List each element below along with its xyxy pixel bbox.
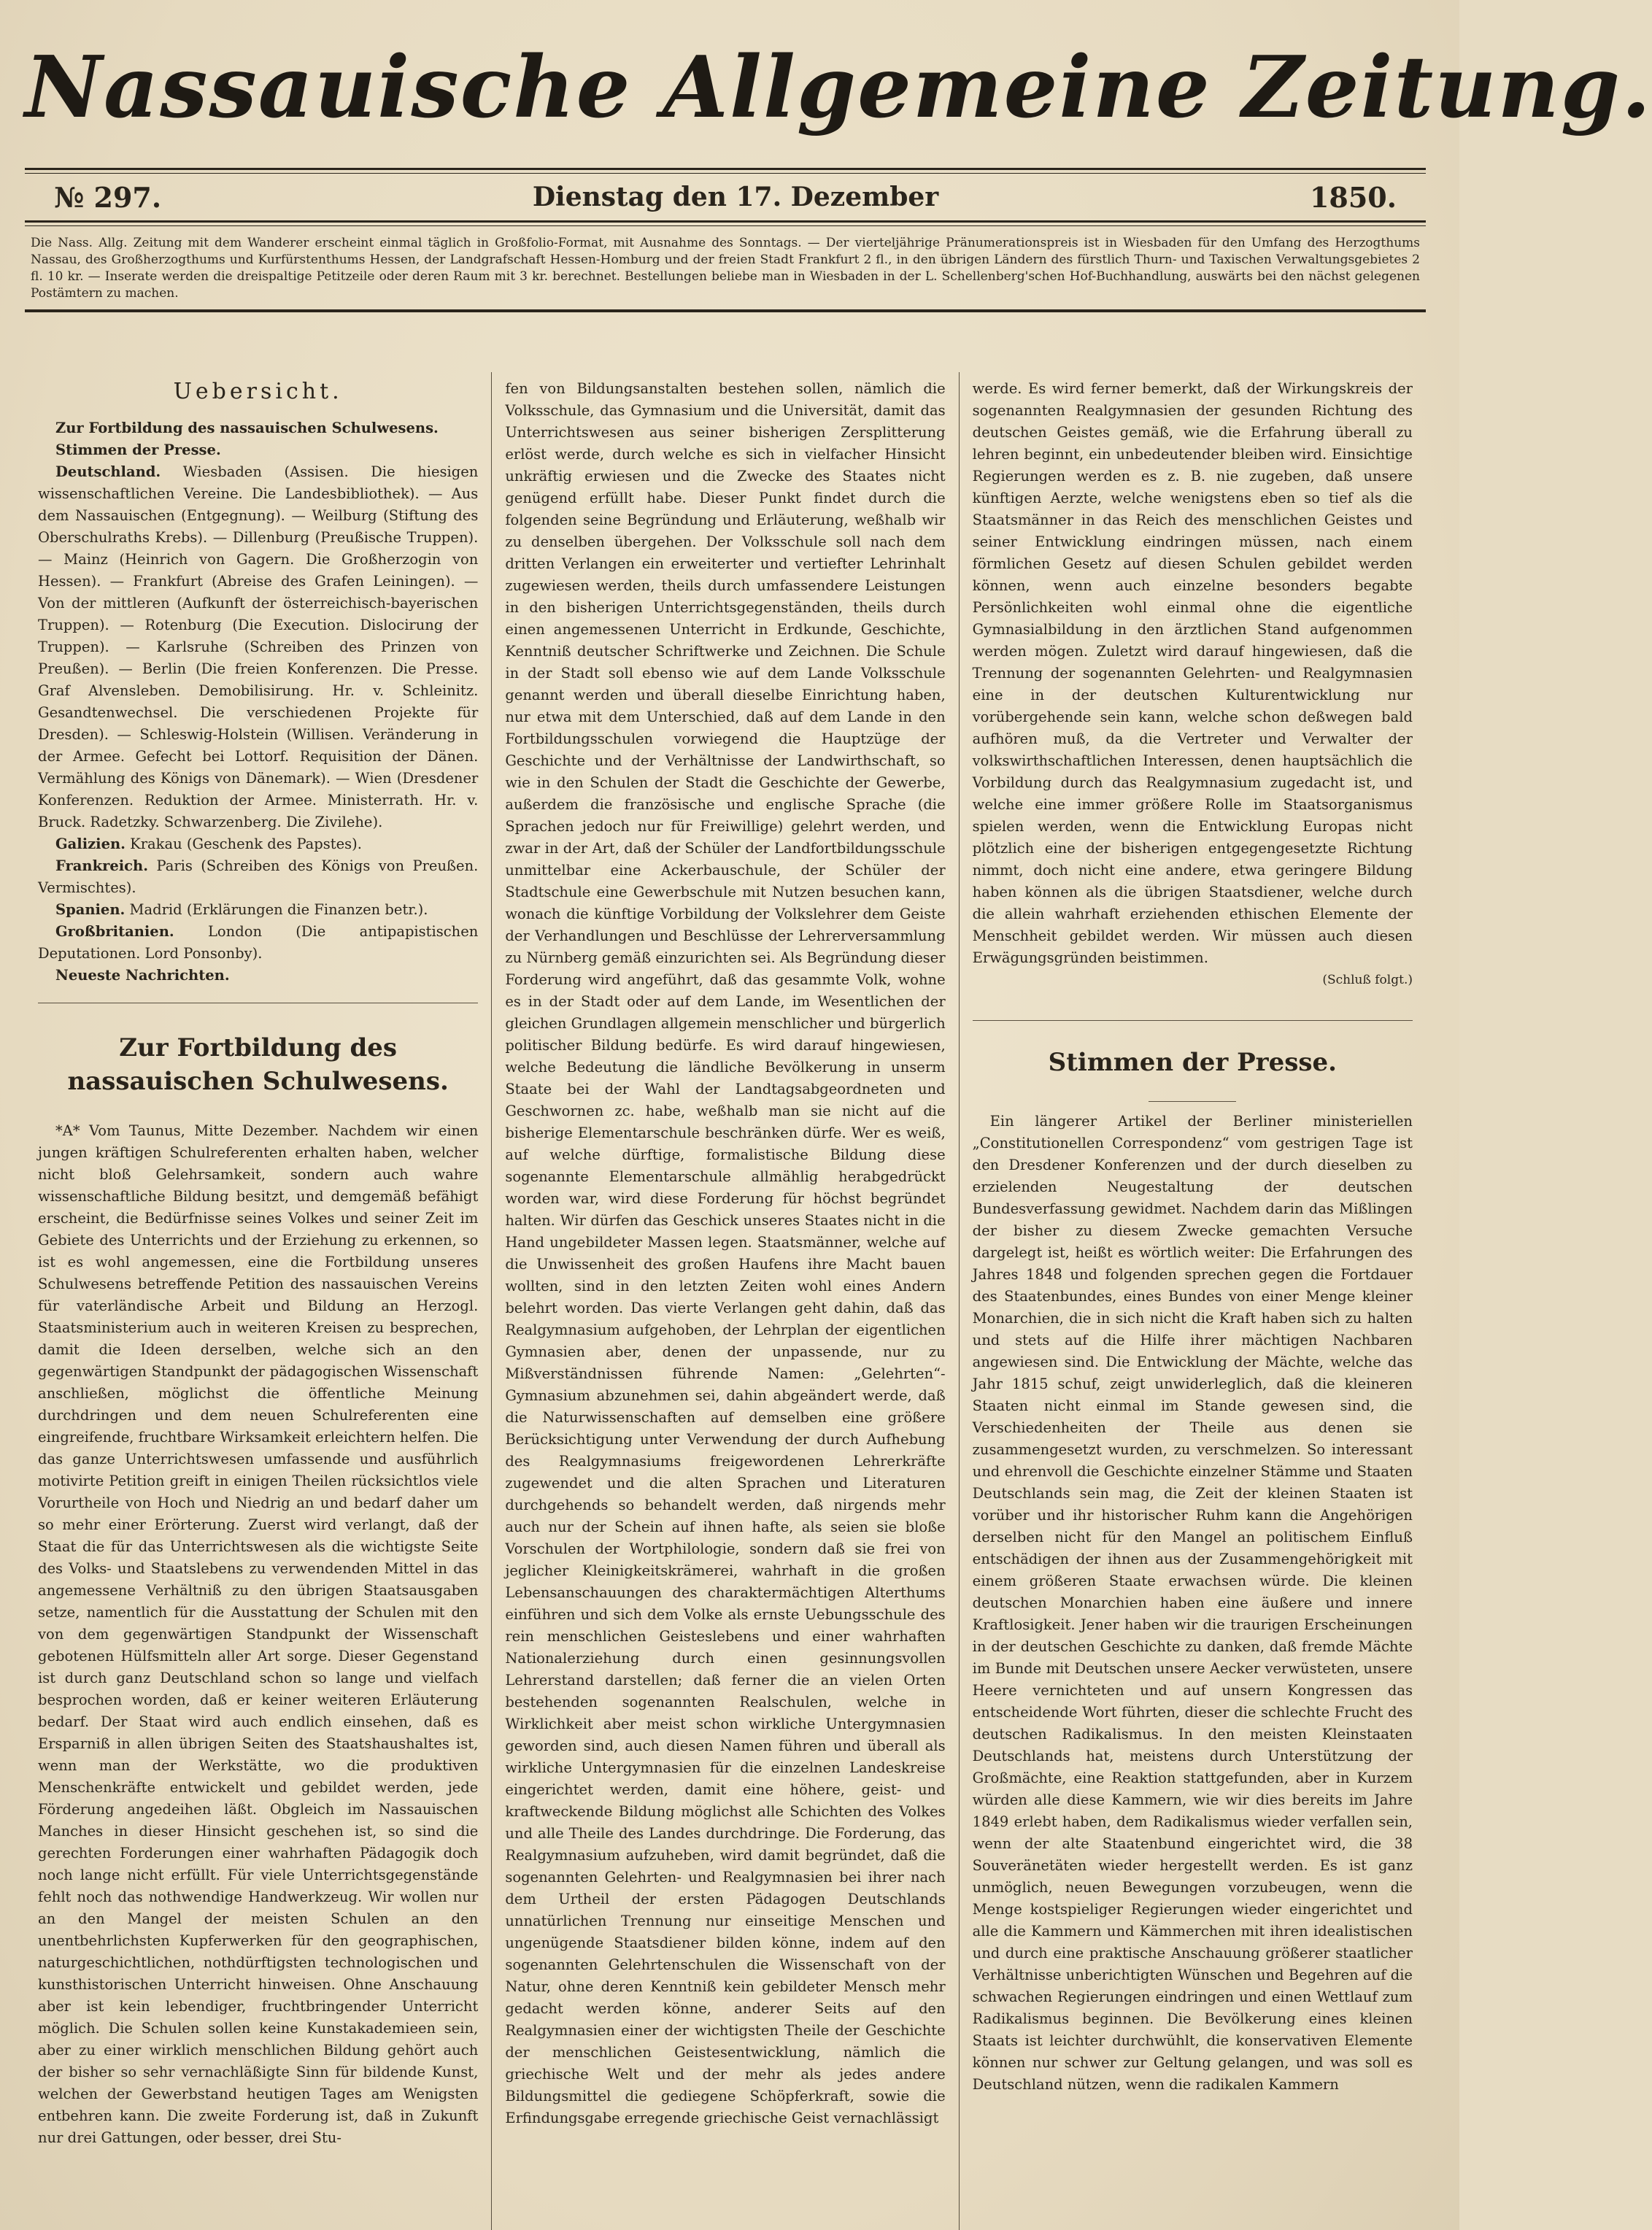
column-2 (491, 372, 958, 2230)
school-article-body-1: *A* Vom Taunus, Mitte Dezember. Nachdem wir einen jungen kräftigen Schulreferenten erhalten haben, welcher nicht bloß Gelehrsamkeit, sondern auch wahre wissenschaftliche Bildung besitzt, und demgemäß befähigt erscheint, die Bedürfnisse seines Volkes und seiner Zeit im Gebiete des Unterrichts und der Erziehung zu erkennen, so ist es wohl angemessen, eine die Fortbildung unseres Schulwesens betreffende Petition des nassauischen Vereins für vaterländische Arbeit und Bildung an Herzogl. Staatsministerium auch in weiteren Kreisen zu besprechen, damit die Ideen derselben, welche sich an den gegenwärtigen Standpunkt der pädagogischen Wissenschaft anschließen, möglichst die öffentliche Meinung durchdringen und dem neuen Schulreferenten eine eingreifende, fruchtbare Wirksamkeit erleichtern helfen. Die das ganze Unterrichtswesen umfassende und ausführlich motivirte Petition greift in einigen Theilen rücksichtlos viele Vorurtheile von Hoch und Niedrig an und bedarf daher um so mehr einer Erörterung. Zuerst wird verlangt, daß der Staat die für das Unterrichtswesen als die wichtigste Seite des Volks- und Staatslebens zu verwendenden Mittel in das angemessene Verhältniß zu den übrigen Staatsausgaben setze, namentlich für die Ausstattung der Schulen mit den von dem gegenwärtigen Standpunkt der Wissenschaft gebotenen Hülfsmitteln aller Art sorge. Dieser Gegenstand ist durch ganz Deutschland schon so lange und vielfach besprochen worden, daß er keiner weiteren Erläuterung bedarf. Der Staat wird auch endlich einsehen, daß es Ersparniß in allen übrigen Seiten des Staatshaushaltes ist, wenn man der Werkstätte, wo die produktiven Menschenkräfte entwickelt und gebildet werden, jede Förderung angedeihen läßt. Obgleich im Nassauischen Manches in dieser Hinsicht geschehen ist, so sind die gerechten Forderungen einer wahrhaften Pädagogik doch noch lange nicht erfüllt. Für viele Unterrichtsgegenstände fehlt noch das nothwendige Handwerkzeug. Wir wollen nur an den Mangel der meisten Schulen an den unentbehrlichsten Kupferwerken für den geographischen, naturgeschichtlichen, nothdürftigsten technologischen und kunsthistorischen Unterricht hinweisen. Ohne Anschauung aber ist kein lebendiger, fruchtbringender Unterricht möglich. Die Schulen sollen keine Kunstakademieen sein, aber zu einer wirklich menschlichen Bildung gehört auch der bisher so sehr vernachläßigte Sinn für bildende Kunst, welchen der Gewerbstand heutigen Tages am Wenigsten entbehren kann. Die zweite Forderung ist, daß in Zukunft nur drei Gattungen, oder besser, drei Stu- (38, 1122, 479, 2146)
overview-item-text: Paris (Schreiben des Königs von Preußen. Vermischtes). (38, 857, 479, 896)
overview-item (38, 417, 478, 439)
overview-item-label: Zur Fortbildung des nassauischen Schulwesens. (55, 420, 439, 436)
overview-item-label: Frankreich. (55, 857, 149, 874)
press-article-body: Ein längerer Artikel der Berliner ministeriellen „Constitutionellen Correspondenz“ vom gestrigen Tage ist den Dresdener Konferenzen und der durch dieselben zu erzielenden Neugestaltung der deutschen Bundesverfassung gewidmet. Nachdem darin das Mißlingen der bisher zu diesem Zwecke gemachten Versuche dargelegt ist, heißt es wörtlich weiter: Die Erfahrungen des Jahres 1848 und folgenden sprechen gegen die Fortdauer des Staatenbundes, eines Bundes von einer Menge kleiner Monarchien, die in sich nicht die Kraft haben sich zu halten und stets auf die Hilfe ihrer mächtigen Nachbaren angewiesen sind. Die Entwicklung der Mächte, welche das Jahr 1815 schuf, zeigt unwiderleglich, daß die kleineren Staaten nicht einmal im Stande gewesen sind, die Verschiedenheiten der Theile aus denen sie zusammengesetzt wurden, zu verschmelzen. So interessant und ehrenvoll die Geschichte einzelner Stämme und Staaten Deutschlands sein mag, die Zeit der kleinen Staaten ist vorüber und ihr historischer Ruhm kann die Angehörigen derselben nicht für den Mangel an politischem Einfluß entschädigen der ihnen aus der Zusammengehörigkeit mit einem größeren Staate erwachsen würde. Die kleinen deutschen Monarchien haben eine äußere und innere Kraftlosigkeit. Jener haben wir die traurigen Erscheinungen in der deutschen Geschichte zu danken, daß fremde Mächte im Bunde mit Deutschen unsere Aecker verwüsteten, unsere Heere vernichteten und auf unsern Kongressen das entscheidende Wort führten, dieser die schlechte Frucht des deutschen Radikalismus. In den meisten Kleinstaaten Deutschlands hat, meistens durch Unterstützung der Großmächte, eine Reaktion stattgefunden, aber in Kurzem würden alle diese Kammern, wie wir dies bereits im Jahre 1849 erlebt haben, dem Radikalismus wieder verfallen sein, wenn der alte Staatenbund eingerichtet wird, die 38 Souveränetäten wieder hergestellt werden. Es ist ganz unmöglich, neuen Bewegungen vorzubeugen, wenn die Menge kostspieliger Regierungen wieder eingerichtet und alle die Kammern und Kämmerchen mit ihren idealistischen und durch eine praktische Anschauung größerer staatlicher Verhältnisse unberichtigten Wünschen und Begehren auf die schwachen Regierungen eindringen und einen Wettlauf zum Radikalismus beginnen. Die Bevölkerung eines kleinen Staats ist leichter durchwühlt, die konservativen Elemente können nur schwer zur Geltung gelangen, und was soll es Deutschland nützen, wenn die radikalen Kammern (972, 1113, 1413, 2093)
overview-item (38, 855, 478, 899)
overview-item (38, 833, 478, 855)
overview-item-label: Neueste Nachrichten. (55, 967, 230, 984)
overview-item-text: London (Die antipapistischen Deputationen. Lord Ponsonby). (38, 923, 479, 962)
overview-item-label: Deutschland. (55, 463, 161, 480)
overview-item-label: Spanien. (55, 901, 126, 918)
school-article-body-3: werde. Es wird ferner bemerkt, daß der Wirkungskreis der sogenannten Realgymnasien der gesunden Richtung des deutschen Geistes gemäß, wie die Erfahrung überall zu lehren beginnt, ein unbedeutender bleiben wird. Einsichtige Regierungen werden es z. B. nie zugeben, daß unsere künftigen Aerzte, welche wenigstens eben so tief als die Staatsmänner in das Reich des menschlichen Geistes und seiner Entwicklung eindringen müssen, nach einem förmlichen Gesetz auf diesen Schulen gebildet werden können, wenn auch einzelne besonders begabte Persönlichkeiten wohl einmal ohne die eigentliche Gymnasialbildung in den ärztlichen Stand aufgenommen werden mögen. Zuletzt wird darauf hingewiesen, daß die Trennung der sogenannten Gelehrten- und Realgymnasien eine in der deutschen Kulturentwicklung nur vorübergehende sein kann, welche schon deßwegen bald aufhören muß, da die Vertreter und Verwalter der volkswirthschaftlichen Interessen, denen hauptsächlich die Vorbildung durch das Realgymnasium zugedacht ist, und welche eine immer größere Rolle im Staatsorganismus spielen werden, wenn die Entwicklung Europas nicht plötzlich eine der bisherigen entgegengesetzte Richtung nimmt, doch nicht eine andere, etwa geringere Bildung haben können als die übrigen Staatsdiener, welche durch die allein wahrhaft erziehenden ethischen Elemente der Menschheit gebildet werden. Wir müssen auch diesen Erwägungsgründen beistimmen. (972, 380, 1413, 966)
article-columns (25, 372, 1426, 2230)
dateline (25, 174, 1426, 220)
overview-item (38, 461, 478, 833)
subscription-notice: Die Nass. Allg. Zeitung mit dem Wanderer erscheint einmal täglich in Großfolio-Format, mit Ausnahme des Sonntags. — Der vierteljährige Pränumerationspreis ist in Wiesbaden für den Umfang des Herzogthums Nassau, des Großherzogthums und Kurfürstenthums Hessen, der Landgrafschaft Hessen-Homburg und der freien Stadt Frankfurt 2 fl., in den übrigen Ländern des fürstlich Thurn- und Taxischen Verwaltungsgebietes 2 fl. 10 kr. — Inserate werden die dreispaltige Petitzeile oder deren Raum mit 3 kr. berechnet. Bestellungen beliebe man in Wiesbaden in der L. Schellenberg'schen Hof-Buchhandlung, auswärts bei den nächst gelegenen Postämtern zu machen. (31, 236, 1420, 301)
overview-item (38, 921, 478, 965)
continued-note: (Schluß folgt.) (1322, 973, 1413, 987)
overview-item (38, 439, 478, 461)
masthead-title: Nassauische Allgemeine Zeitung. (25, 38, 1652, 137)
section-divider (973, 1020, 1413, 1021)
header-rule (25, 309, 1426, 312)
overview-item-label: Großbritanien. (55, 923, 174, 940)
heading-ornament-rule (1149, 1101, 1236, 1102)
dateline-rule (25, 220, 1426, 226)
overview-item-text: Madrid (Erklärungen die Finanzen betr.). (129, 901, 428, 918)
press-article-heading: Stimmen der Presse. (1048, 1048, 1337, 1077)
issue-year: 1850. (1309, 180, 1397, 214)
issue-date: Dienstag den 17. Dezember (532, 182, 939, 212)
overview-item-text: Wiesbaden (Assisen. Die hiesigen wissenschaftlichen Vereine. Die Landesbibliothek). — Aus dem Nassauischen (Entgegnung). — Weilburg (Stiftung des Oberschulraths Krebs). — Dillenburg (Preußische Truppen). — Mainz (Heinrich von Gagern. Die Großherzogin von Hessen). — Frankfurt (Abreise des Grafen Leiningen). — Von der mittleren (Aufkunft der österreichisch-bayerischen Truppen). — Rotenburg (Die Execution. Dislocirung der Truppen). — Karlsruhe (Schreiben des Prinzen von Preußen). — Berlin (Die freien Konferenzen. Die Presse. Graf Alvensleben. Demobilisirung. Hr. v. Schleinitz. Gesandtenwechsel. Die verschiedenen Projekte für Dresden). — Schleswig-Holstein (Willisen. Veränderung in der Armee. Gefecht bei Lottorf. Requisition der Dänen. Vermählung des Königs von Dänemark). — Wien (Dresdener Konferenzen. Reduktion der Armee. Ministerrath. Hr. v. Bruck. Radetzky. Schwarzenberg. Die Zivilehe). (38, 463, 479, 830)
overview-item-text: Krakau (Geschenk des Papstes). (130, 836, 362, 852)
overview-item (38, 899, 478, 921)
masthead-rule (25, 168, 1426, 174)
school-article-body-2: fen von Bildungsanstalten bestehen sollen, nämlich die Volksschule, das Gymnasium und die Universität, damit das Unterrichtswesen aus seiner bisherigen Zersplitterung erlöst werde, durch welche es sich in vielfacher Hinsicht unkräftig erwiesen und die Zwecke des Staates nicht genügend erfüllt habe. Dieser Punkt findet durch die folgenden seine Begründung und Erläuterung, weßhalb wir zu denselben übergehen. Der Volksschule soll nach dem dritten Verlangen ein erweiterter und vertiefter Lehrinhalt zugewiesen werden, theils durch umfassendere Leistungen in den bisherigen Unterrichtsgegenständen, theils durch einen angemessenen Unterricht in Erdkunde, Geschichte, Kenntniß deutscher Schriftwerke und Zeichnen. Die Schule in der Stadt soll ebenso wie auf dem Lande Volksschule genannt werden und überall dieselbe Einrichtung haben, nur etwa mit dem Unterschied, daß auf dem Lande in den Fortbildungsschulen vorwiegend die Hauptzüge der Geschichte und der Verhältnisse der Landwirthschaft, so wie in den Schulen der Stadt die Geschichte der Gewerbe, außerdem die französische und englische Sprache (die Sprachen jedoch nur für Freiwillige) gelehrt werden, und zwar in der Art, daß der Schüler der Landfortbildungsschule unmittelbar eine Ackerbauschule, der Schüler der Stadtschule eine Gewerbschule mit Nutzen besuchen kann, wonach die künftige Vorbildung der Volkslehrer dem Geiste der Verhandlungen und Beschlüsse der Lehrerversammlung zu Nürnberg gemäß einzurichten sei. Als Begründung dieser Forderung wird angeführt, daß das gesammte Volk, wohne es in der Stadt oder auf dem Lande, im Wesentlichen der gleichen Grundlagen allgemein menschlicher und bürgerlich politischer Bildung bedürfe. Es wird darauf hingewiesen, welche Bedeutung die ländliche Bevölkerung in unserm Staate bei der Wahl der Landtagsabgeordneten und Geschwornen zc. habe, weßhalb man sie nicht auf die bisherige Elementarschule beschränken dürfe. Wer es weiß, auf welche dürftige, formalistische Bildung diese sogenannte Elementarschule allmählig herabgedrückt worden war, wird diese Forderung für höchst begründet halten. Wir dürfen das Geschick unseres Staates nicht in die Hand ungebildeter Massen legen. Staatsmänner, welche auf die Unwissenheit des großen Haufens ihre Macht bauen wollten, sind in den letzten Zeiten wohl eines Andern belehrt worden. Das vierte Verlangen geht dahin, daß das Realgymnasium aufgehoben, der Lehrplan der eigentlichen Gymnasien aber, denen der unpassende, nur zu Mißverständnissen führende Namen: „Gelehrten“-Gymnasium abzunehmen sei, dahin abgeändert werde, daß die Naturwissenschaften auf demselben eine größere Berücksichtigung unter Verwendung der durch Aufhebung des Realgymnasiums freigewordenen Lehrerkräfte zugewendet und die alten Sprachen und Literaturen durchgehends so behandelt werden, daß nirgends mehr auch nur der Schein auf ihnen hafte, als seien sie bloße Vorschulen der Wortphilologie, sondern daß sie frei von jeglicher Kleinigkeitskrämerei, wahrhaft in die großen Lebensanschauungen des charaktermächtigen Alterthums einführen und sich dem Volke als ernste Uebungsschule des rein menschlichen Geisteslebens und einer wahrhaften Nationalerziehung durch einen gesinnungsvollen Lehrerstand darstellen; daß ferner die an vielen Orten bestehenden sogenannten Realschulen, welche in Wirklichkeit aber meist schon wirkliche Untergymnasien geworden sind, auch diesen Namen führen und überall als wirkliche Untergymnasien für die einzelnen Landeskreise eingerichtet werden, damit eine höhere, geist- und kraftweckende Bildung möglichst alle Schichten des Volkes und alle Theile des Landes durchdringe. Die Forderung, das Realgymnasium aufzuheben, wird damit begründet, daß die sogenannten Gelehrten- und Realgymnasien bei ihrer nach dem Urtheil der ersten Pädagogen Deutschlands unnatürlichen Trennung nur einseitige Menschen und ungenügende Staatsdiener bilden könne, indem auf den sogenannten Gelehrtenschulen die Wissenschaft von der Natur, ohne deren Kenntniß kein gebildeter Mensch mehr gedacht werden könne, anderer Seits auf den Realgymnasien einer der wichtigsten Theile der Geschichte der menschlichen Geistesentwicklung, nämlich die griechische Welt und der mehr als jedes andere Bildungsmittel die gediegene Schöpferkraft, sowie die Erfindungsgabe erregende griechische Geist vernachlässigt (505, 380, 946, 2126)
overview-heading: Uebersicht. (173, 379, 343, 404)
overview-item-label: Galizien. (55, 836, 126, 852)
school-article-heading: Zur Fortbildung des nassauischen Schulwesens. (67, 1033, 449, 1096)
overview-item-label: Stimmen der Presse. (55, 441, 221, 458)
overview-item (38, 965, 478, 987)
column-1 (25, 372, 491, 2230)
overview-list (38, 417, 478, 987)
issue-number: № 297. (54, 180, 162, 214)
column-3 (959, 372, 1426, 2230)
